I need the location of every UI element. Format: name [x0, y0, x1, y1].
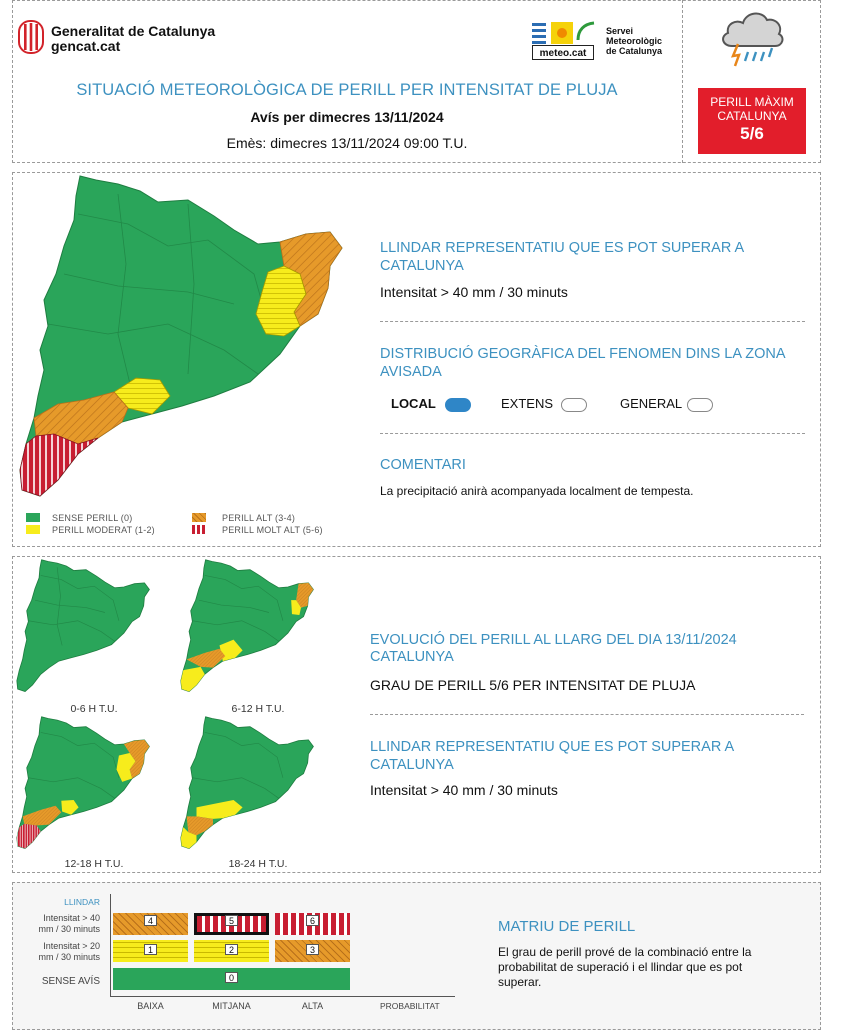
period-label-12-18: 12-18 H T.U. [64, 858, 124, 870]
gencat-logo [18, 20, 44, 59]
period-label-18-24: 18-24 H T.U. [228, 858, 288, 870]
meteocat-label: meteo.cat [532, 45, 594, 60]
matrix-x-label-low: BAIXA [137, 1001, 164, 1011]
option-extens-label: EXTENS [501, 396, 554, 411]
separator [370, 714, 804, 715]
distribution-option-local[interactable] [391, 396, 471, 412]
legend-orange-label: PERILL ALT (3-4) [222, 513, 296, 523]
matrix-value-0: 0 [225, 972, 238, 983]
matrix-x-axis [110, 996, 455, 997]
matrix-row-label-mid-2: mm / 30 minuts [38, 952, 100, 962]
matrix-y-axis [110, 894, 111, 996]
matrix-value-2: 2 [225, 944, 238, 955]
matrix-value-4: 4 [144, 915, 157, 926]
distribution-option-extens[interactable] [501, 396, 587, 412]
smc-line-3: de Catalunya [606, 46, 663, 56]
gencat-url: gencat.cat [51, 38, 121, 54]
period-label-0-6: 0-6 H T.U. [70, 703, 118, 715]
general-toggle[interactable] [687, 398, 713, 412]
catalonia-main-map [18, 174, 358, 507]
matrix-value-3: 3 [306, 944, 319, 955]
matrix-x-label-medium: MITJANA [212, 1001, 251, 1011]
matrix-row-label-mid [18, 941, 100, 963]
evolution-threshold-title: LLINDAR REPRESENTATIU QUE ES POT SUPERAR A CATALUNYA [370, 739, 734, 773]
header-divider [682, 0, 683, 163]
max-danger-label-2: CATALUNYA [717, 109, 787, 123]
max-danger-badge [698, 88, 806, 154]
legend-green-swatch [26, 513, 40, 522]
extens-toggle[interactable] [561, 398, 587, 412]
option-local-label: LOCAL [391, 396, 436, 411]
period-map-0-6 [16, 559, 156, 699]
meteocat-logo [532, 20, 596, 62]
threshold-title: LLINDAR REPRESENTATIU QUE ES POT SUPERAR A CATALUNYA [380, 240, 744, 274]
matrix-row-label-high-2: mm / 30 minuts [38, 924, 100, 934]
threshold-value: Intensitat > 40 mm / 30 minuts [380, 284, 568, 300]
rain-storm-icon [716, 6, 788, 75]
max-danger-label-1: PERILL MÀXIM [710, 95, 794, 109]
legend-red-swatch [192, 525, 206, 534]
matrix-value-5: 5 [225, 915, 238, 926]
legend-yellow-label: PERILL MODERAT (1-2) [52, 525, 155, 535]
matrix-row-label-high-1: Intensitat > 40 [43, 913, 100, 923]
matrix-description: El grau de perill prové de la combinació entre la probabilitat de superació i el llindar que es pot superar. [498, 945, 752, 989]
period-map-12-18 [16, 716, 156, 856]
matrix-row-label-none: SENSE AVÍS [41, 976, 100, 987]
legend-orange-swatch [192, 513, 206, 522]
meteocat-emblem-icon [532, 20, 596, 46]
matrix-value-6: 6 [306, 915, 319, 926]
matrix-x-label-high: ALTA [301, 1001, 324, 1011]
matrix-row-label-mid-1: Intensitat > 20 [43, 941, 100, 951]
smc-line-1: Servei [606, 26, 634, 36]
period-map-6-12 [180, 559, 320, 699]
matrix-row-label-high [18, 913, 100, 935]
matrix-threshold-header: LLINDAR [64, 897, 100, 907]
gencat-emblem-icon [18, 20, 44, 54]
legend-yellow-swatch [26, 525, 40, 534]
distribution-option-general[interactable] [620, 396, 713, 412]
smc-line-2: Meteorològic [606, 36, 663, 46]
legend-green-label: SENSE PERILL (0) [52, 513, 133, 523]
distribution-title: DISTRIBUCIÓ GEOGRÀFICA DEL FENOMEN DINS LA ZONA AVISADA [380, 346, 785, 380]
max-danger-value: 5/6 [740, 124, 764, 143]
local-toggle[interactable] [445, 398, 471, 412]
comment-title: COMENTARI [380, 457, 466, 473]
comment-text: La precipitació anirà acompanyada localment de tempesta. [380, 484, 694, 498]
period-label-6-12: 6-12 H T.U. [231, 703, 285, 715]
evolution-title: EVOLUCIÓ DEL PERILL AL LLARG DEL DIA 13/11/2024 CATALUNYA [370, 632, 737, 665]
legend-red-label: PERILL MOLT ALT (5-6) [222, 525, 323, 535]
smc-text [606, 26, 662, 56]
period-map-18-24 [180, 716, 320, 856]
page-title: SITUACIÓ METEOROLÒGICA DE PERILL PER INTENSITAT DE PLUJA [76, 81, 618, 99]
page-subtitle: Avís per dimecres 13/11/2024 [250, 109, 444, 125]
option-general-label: GENERAL [620, 396, 682, 411]
separator [380, 321, 805, 322]
gencat-name: Generalitat de Catalunya [51, 23, 216, 39]
separator [380, 433, 805, 434]
evolution-threshold-value: Intensitat > 40 mm / 30 minuts [370, 782, 558, 798]
evolution-grade: GRAU DE PERILL 5/6 PER INTENSITAT DE PLUJA [370, 677, 696, 693]
matrix-value-1: 1 [144, 944, 157, 955]
issued-time: Emès: dimecres 13/11/2024 09:00 T.U. [226, 135, 468, 151]
matrix-title: MATRIU DE PERILL [498, 918, 636, 935]
matrix-x-axis-title: PROBABILITAT [380, 1001, 440, 1011]
